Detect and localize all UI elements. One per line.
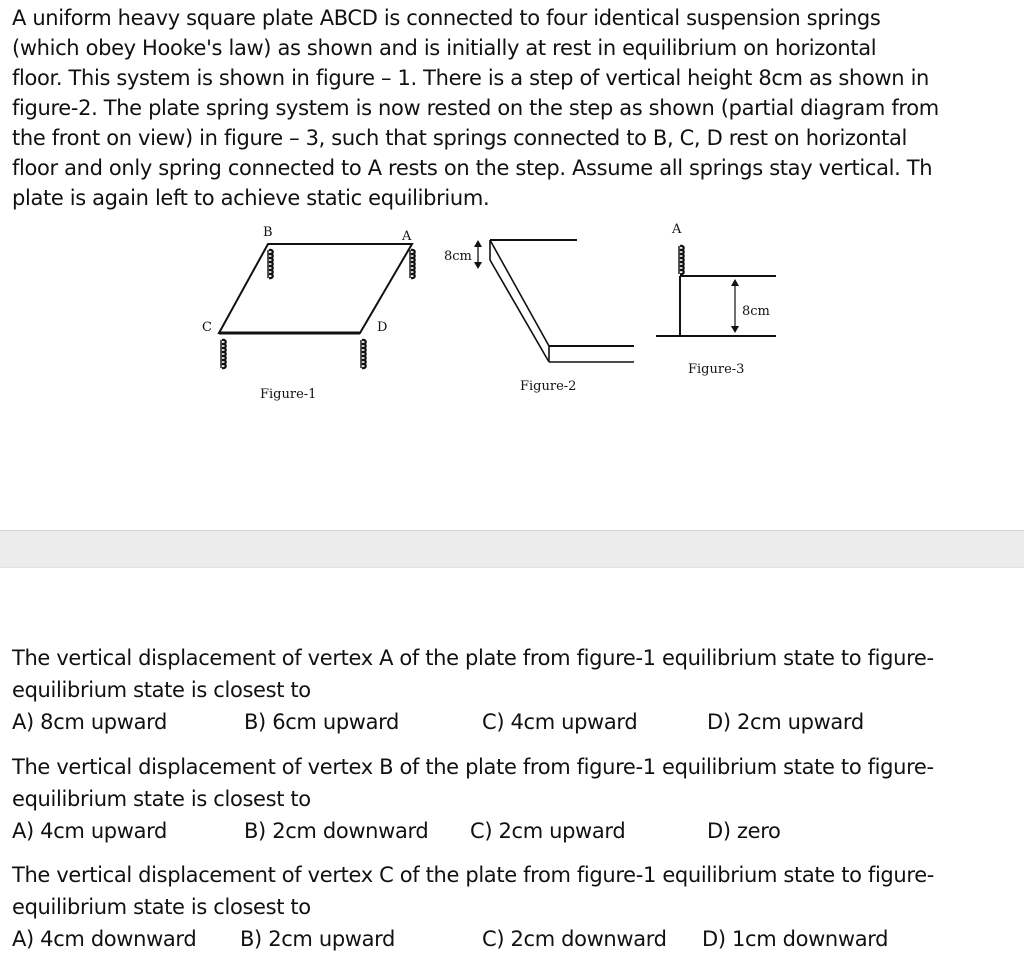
question-3	[12, 859, 1024, 955]
question-text: The vertical displacement of vertex C of the plate from figure-1 equilibrium state to figure- equilibrium state is closest to	[12, 863, 934, 919]
option-b[interactable]: B) 2cm downward	[244, 819, 429, 843]
question-1	[12, 642, 1024, 738]
spring-c	[221, 340, 226, 368]
figure-3-caption: Figure-3	[688, 362, 745, 377]
option-d[interactable]: D) 2cm upward	[707, 710, 864, 734]
label-b: B	[263, 225, 273, 240]
figure-2	[444, 240, 634, 394]
label-d: D	[377, 320, 388, 335]
label-a: A	[402, 229, 412, 244]
spring-a-on-step	[679, 246, 684, 274]
question-text: The vertical displacement of vertex A of the plate from figure-1 equilibrium state to figure- equilibrium state is closest to	[12, 646, 934, 702]
step-height-label: 8cm	[444, 249, 472, 264]
spring-b	[268, 250, 273, 278]
question-text: The vertical displacement of vertex B of the plate from figure-1 equilibrium state to figure- equilibrium state is closest to	[12, 755, 934, 811]
figure-1-caption: Figure-1	[260, 387, 317, 402]
spring-a	[410, 250, 415, 278]
option-d[interactable]: D) zero	[707, 819, 781, 843]
option-c[interactable]: C) 2cm upward	[470, 819, 626, 843]
figure-1	[202, 225, 415, 402]
option-c[interactable]: C) 2cm downward	[482, 927, 667, 951]
options-row	[12, 815, 1024, 847]
option-c[interactable]: C) 4cm upward	[482, 710, 638, 734]
figure-3-vertex-label: A	[672, 222, 682, 237]
options-row	[12, 923, 1024, 955]
spring-d	[361, 340, 366, 368]
problem-statement: A uniform heavy square plate ABCD is connected to four identical suspension springs (which obey Hooke's law) as shown and is initially at rest in equilibrium on horizontal floor. This system is shown in figure – 1. There is a step of vertical height 8cm as shown in figure-2. The plate spring system is now rested on the step as shown (partial diagram from the front on view) in figure – 3, such that springs connected to B, C, D rest on horizontal floor and only spring connected to A rests on the step. Assume all springs stay vertical. Th plate is again left to achieve static equilibrium.	[12, 6, 939, 210]
option-b[interactable]: B) 2cm upward	[240, 927, 396, 951]
options-row	[12, 706, 1024, 738]
option-b[interactable]: B) 6cm upward	[244, 710, 400, 734]
step-height-label-3: 8cm	[742, 304, 770, 319]
figure-3	[656, 222, 776, 377]
figures-diagram	[0, 214, 1024, 414]
option-a[interactable]: A) 4cm upward	[12, 819, 168, 843]
option-a[interactable]: A) 8cm upward	[12, 710, 168, 734]
option-d[interactable]: D) 1cm downward	[702, 927, 889, 951]
label-c: C	[202, 320, 212, 335]
question-2	[12, 751, 1024, 847]
section-divider	[0, 530, 1024, 568]
figure-2-caption: Figure-2	[520, 379, 577, 394]
option-a[interactable]: A) 4cm downward	[12, 927, 197, 951]
